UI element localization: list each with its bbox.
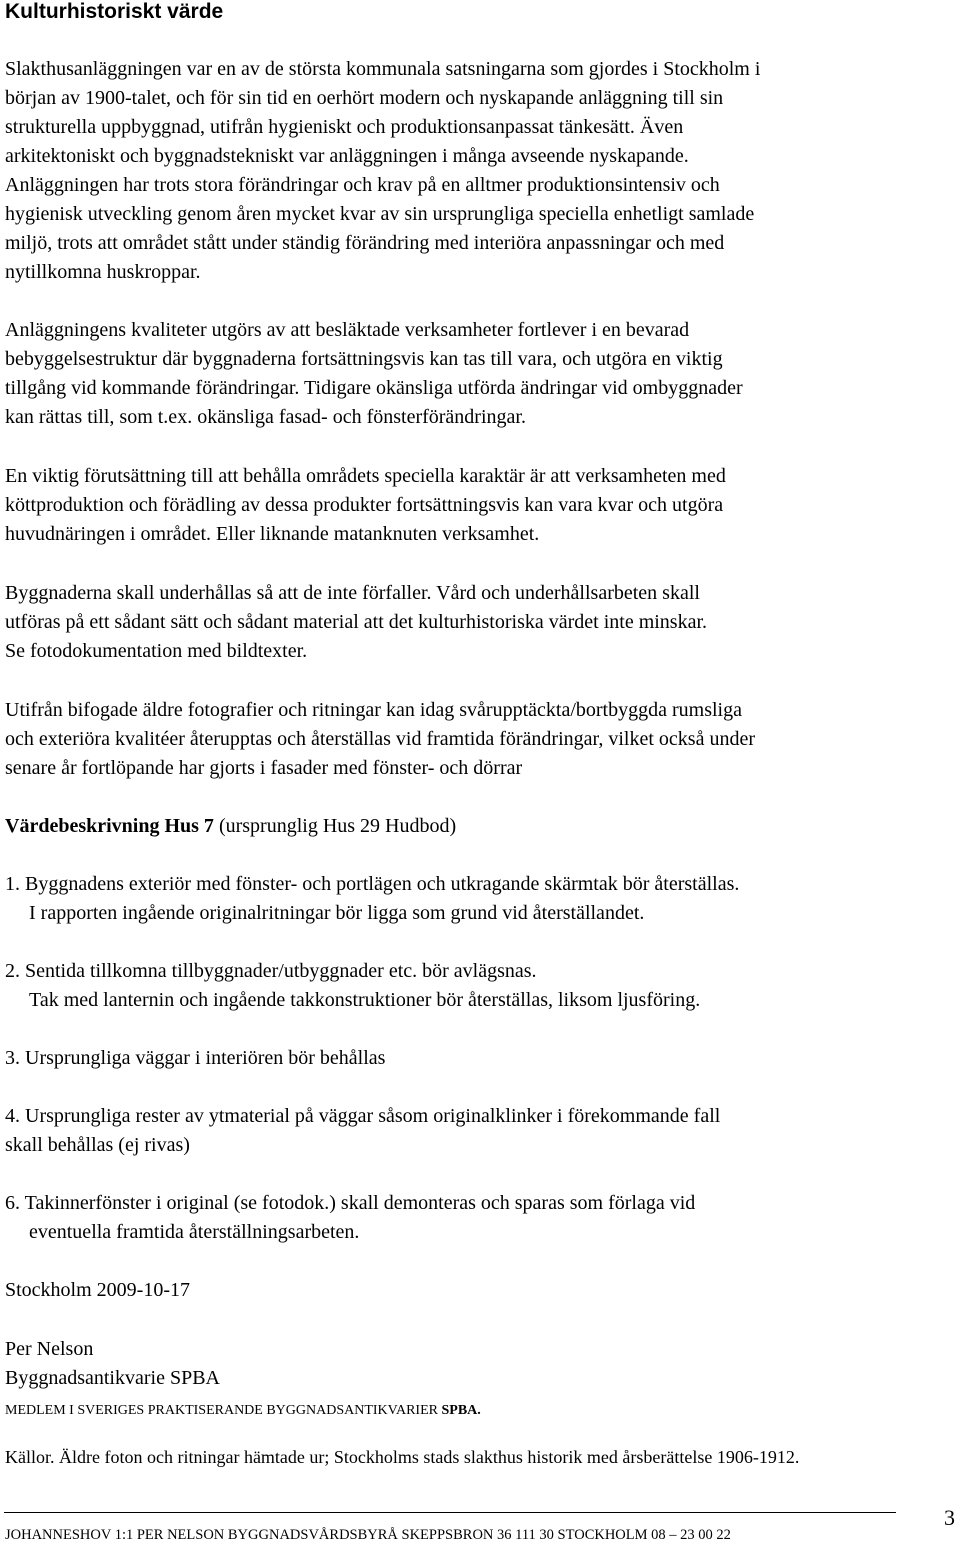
text-line: Byggnaderna skall underhållas så att de inte förfaller. Vård och underhållsarbeten skall (5, 582, 700, 604)
footer-address: JOHANNESHOV 1:1 PER NELSON BYGGNADSVÅRDSBYRÅ SKEPPSBRON 36 111 30 STOCKHOLM 08 – 23 00 22 (5, 1527, 731, 1543)
text-line: början av 1900-talet, och för sin tid en oerhört modern och nyskapande anläggning till sin (5, 87, 724, 109)
signer-name: Per Nelson (5, 1338, 94, 1360)
membership-text: MEDLEM I SVERIGES PRAKTISERANDE BYGGNADSANTIKVARIER (5, 1403, 442, 1418)
place-date (5, 1276, 960, 1305)
list-item-2 (5, 957, 960, 1015)
value-heading-bold: Värdebeskrivning Hus 7 (5, 815, 214, 837)
membership-line (5, 1402, 481, 1420)
text-line: arkitektoniskt och byggnadstekniskt var anläggningen i många avseende nyskapande. (5, 145, 689, 167)
value-heading-line (5, 812, 960, 841)
membership-abbrev: SPBA. (441, 1403, 481, 1418)
text-line: kan rättas till, som t.ex. okänsliga fasad- och fönsterförändringar. (5, 406, 526, 428)
sources-note: Källor. Äldre foton och ritningar hämtade ur; Stockholms stads slakthus historik med årsberättelse 1906-1912. (5, 1447, 800, 1467)
text-line: hygienisk utveckling genom åren mycket kvar av sin ursprungliga speciella enhetligt samlade (5, 203, 755, 225)
list-item-text: 2. Sentida tillkomna tillbyggnader/utbyggnader etc. bör avlägsnas. (5, 960, 537, 982)
value-description-heading (5, 812, 960, 841)
text-line: Utifrån bifogade äldre fotografier och ritningar kan idag svårupptäckta/bortbyggda rumsliga (5, 699, 742, 721)
text-line: köttproduktion och förädling av dessa produkter fortsättningsvis kan vara kvar och utgöra (5, 494, 724, 516)
text-line: Se fotodokumentation med bildtexter. (5, 640, 308, 662)
paragraph-restoration (5, 696, 960, 783)
list-item-text: skall behållas (ej rivas) (5, 1134, 190, 1156)
list-item-text: eventuella framtida återställningsarbeten. (29, 1221, 360, 1243)
text-line: nytillkomna huskroppar. (5, 261, 201, 283)
text-line: bebyggelsestruktur där byggnaderna fortsättningsvis kan tas till vara, och utgöra en viktig (5, 348, 723, 370)
value-heading-rest: (ursprunglig Hus 29 Hudbod) (213, 815, 457, 837)
page-title: Kulturhistoriskt värde (5, 0, 224, 23)
footer-divider (4, 1512, 896, 1513)
list-item-text: 4. Ursprungliga rester av ytmaterial på väggar såsom originalklinker i förekommande fall (5, 1105, 721, 1127)
text-line: En viktig förutsättning till att behålla områdets speciella karaktär är att verksamheten med (5, 465, 726, 487)
place-date-text: Stockholm 2009-10-17 (5, 1279, 190, 1301)
text-line: miljö, trots att området stått under ständig förändring med interiöra anpassningar och med (5, 232, 725, 254)
text-line: strukturella uppbyggnad, utifrån hygieniskt och produktionsanpassat tänkesätt. Även (5, 116, 684, 138)
signer-title: Byggnadsantikvarie SPBA (5, 1367, 220, 1389)
paragraph-qualities (5, 316, 960, 432)
text-line: utföras på ett sådant sätt och sådant material att det kulturhistoriska värdet inte minskar. (5, 611, 708, 633)
paragraph-prerequisite (5, 462, 960, 549)
list-item-text: 3. Ursprungliga väggar i interiören bör behållas (5, 1047, 386, 1069)
list-item-4 (5, 1102, 960, 1160)
paragraph-history (5, 55, 960, 287)
list-item-text: 1. Byggnadens exteriör med fönster- och portlägen och utkragande skärmtak bör återställas. (5, 873, 740, 895)
paragraph-maintenance (5, 579, 960, 666)
text-line: huvudnäringen i området. Eller liknande matanknuten verksamhet. (5, 523, 540, 545)
list-item-6 (5, 1189, 960, 1247)
text-line: och exteriöra kvalitéer återupptas och återställas vid framtida förändringar, vilket också under (5, 728, 755, 750)
page-number: 3 (944, 1505, 955, 1530)
signature-block (5, 1335, 960, 1393)
text-line: tillgång vid kommande förändringar. Tidigare okänsliga utförda ändringar vid ombyggnader (5, 377, 743, 399)
text-line: senare år fortlöpande har gjorts i fasader med fönster- och dörrar (5, 757, 523, 779)
text-line: Anläggningen har trots stora förändringar och krav på en alltmer produktionsintensiv och (5, 174, 720, 196)
list-item-text: 6. Takinnerfönster i original (se fotodok.) skall demonteras och sparas som förlaga vid (5, 1192, 696, 1214)
text-line: Slakthusanläggningen var en av de största kommunala satsningarna som gjordes i Stockholm i (5, 58, 761, 80)
list-item-text: I rapporten ingående originalritningar bör ligga som grund vid återställandet. (29, 902, 645, 924)
list-item-1 (5, 870, 960, 928)
list-item-text: Tak med lanternin och ingående takkonstruktioner bör återställas, liksom ljusföring. (29, 989, 701, 1011)
text-line: Anläggningens kvaliteter utgörs av att besläktade verksamheter fortlever i en bevarad (5, 319, 690, 341)
list-item-3 (5, 1044, 960, 1073)
